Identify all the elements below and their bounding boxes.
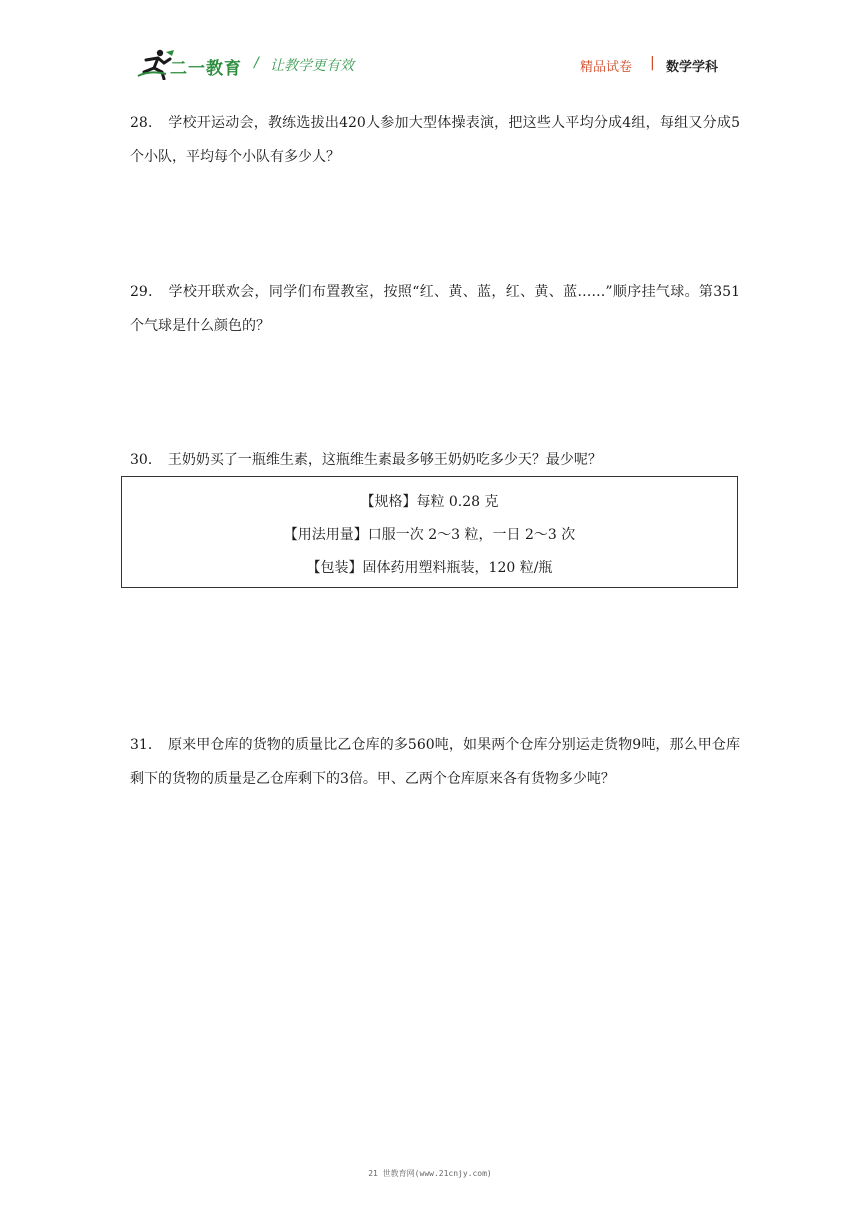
brand-logo-text: 二一教育 <box>170 59 242 79</box>
slogan: 让教学更有效 <box>270 58 354 74</box>
info-spec: 【规格】每粒 0.28 克 <box>360 494 499 510</box>
question-text: 学校开运动会，教练选拔出420人参加大型体操表演，把这些人平均分成4组，每组又分成5个小队，平均每个小队有多少人？ <box>130 115 740 165</box>
badge-subject: 数学学科 <box>666 60 719 75</box>
header-slash: / <box>254 55 259 71</box>
question-28 <box>130 106 740 174</box>
question-text: 原来甲仓库的货物的质量比乙仓库的多560吨，如果两个仓库分别运走货物9吨，那么甲仓库剩下的货物的质量是乙仓库剩下的3倍。甲、乙两个仓库原来各有货物多少吨？ <box>130 737 740 787</box>
info-packaging: 【包装】固体药用塑料瓶装，120 粒/瓶 <box>306 560 553 576</box>
question-number: 30． <box>130 452 162 468</box>
page-header <box>0 0 860 90</box>
question-number: 28． <box>130 115 163 131</box>
page-footer: 21 世教育网(www.21cnjy.com) <box>368 1169 492 1178</box>
question-29 <box>130 275 740 343</box>
question-number: 29． <box>130 284 163 300</box>
question-text: 学校开联欢会，同学们布置教室，按照“红、黄、蓝，红、黄、蓝……”顺序挂气球。第351个气球是什么颜色的？ <box>130 284 740 334</box>
question-31 <box>130 728 740 796</box>
vitamin-info-box <box>121 476 738 588</box>
info-dosage: 【用法用量】口服一次 2～3 粒，一日 2～3 次 <box>283 527 576 543</box>
badge-quality-paper: 精品试卷 <box>580 60 633 75</box>
question-number: 31． <box>130 737 163 753</box>
question-30 <box>130 443 740 477</box>
badge-separator: | <box>650 55 655 71</box>
question-text: 王奶奶买了一瓶维生素，这瓶维生素最多够王奶奶吃多少天？最少呢？ <box>167 452 602 468</box>
